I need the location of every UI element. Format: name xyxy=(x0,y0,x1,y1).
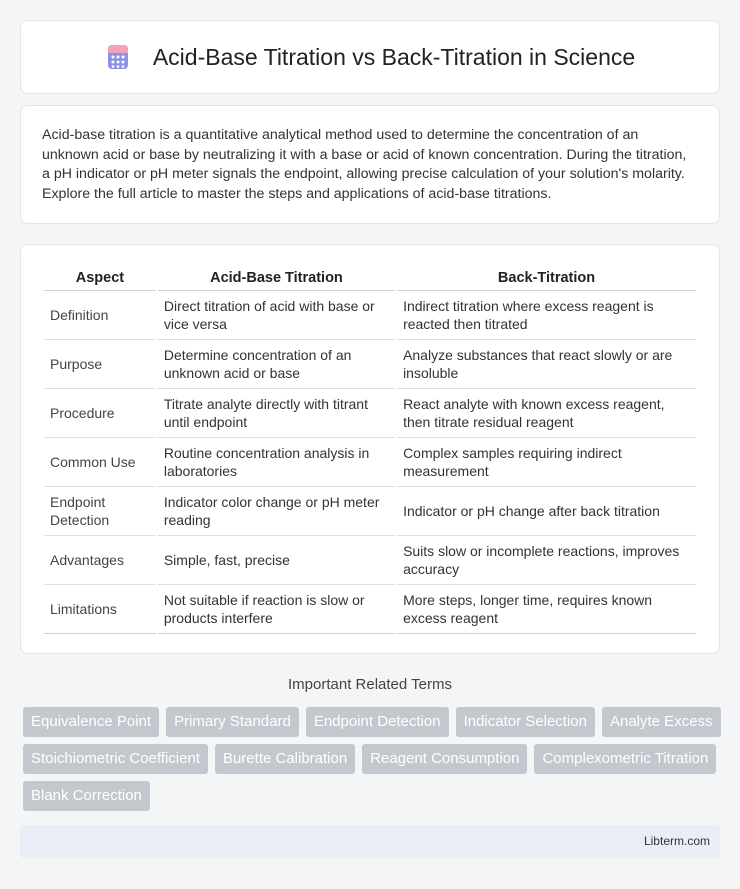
column-header: Back-Titration xyxy=(397,265,696,291)
related-term-tag[interactable]: Burette Calibration xyxy=(215,744,355,774)
related-term-tag[interactable]: Blank Correction xyxy=(23,781,150,811)
related-terms-title: Important Related Terms xyxy=(288,676,452,693)
table-row xyxy=(44,340,696,389)
table-row xyxy=(44,291,696,340)
aspect-cell: Procedure xyxy=(44,389,156,438)
intro-text: Acid-base titration is a quantitative analytical method used to determine the concentration of an unknown acid or base by neutralizing it with a base or acid of known concentration. During the titration, a pH indicator or pH meter signals the endpoint, allowing precise calculation of your solution's molarity. Explore the full article to master the steps and applications of acid-base titrations. xyxy=(42,127,687,202)
related-term-tag[interactable]: Primary Standard xyxy=(166,707,299,737)
aspect-cell: Definition xyxy=(44,291,156,340)
related-term-tag[interactable]: Stoichiometric Coefficient xyxy=(23,744,208,774)
comparison-table xyxy=(42,265,698,634)
page-title: Acid-Base Titration vs Back-Titration in Science xyxy=(152,43,636,70)
acid-base-cell: Not suitable if reaction is slow or products interfere xyxy=(158,585,395,634)
aspect-cell: Purpose xyxy=(44,340,156,389)
acid-base-cell: Direct titration of acid with base or vice versa xyxy=(158,291,395,340)
table-row xyxy=(44,389,696,438)
aspect-cell: Endpoint Detection xyxy=(44,487,156,536)
column-header: Acid-Base Titration xyxy=(158,265,395,291)
back-titration-cell: More steps, longer time, requires known excess reagent xyxy=(397,585,696,634)
comparison-card xyxy=(20,244,720,654)
table-row xyxy=(44,536,696,585)
back-titration-cell: Analyze substances that react slowly or are insoluble xyxy=(397,340,696,389)
back-titration-cell: Complex samples requiring indirect measurement xyxy=(397,438,696,487)
back-titration-cell: React analyte with known excess reagent, then titrate residual reagent xyxy=(397,389,696,438)
back-titration-cell: Indicator or pH change after back titration xyxy=(397,487,696,536)
acid-base-cell: Indicator color change or pH meter reading xyxy=(158,487,395,536)
aspect-cell: Advantages xyxy=(44,536,156,585)
related-term-tag[interactable]: Indicator Selection xyxy=(456,707,595,737)
footer-brand-link[interactable]: Libterm.com xyxy=(643,834,710,848)
related-term-tag[interactable]: Complexometric Titration xyxy=(534,744,716,774)
table-row xyxy=(44,438,696,487)
related-term-tag[interactable]: Reagent Consumption xyxy=(362,744,527,774)
related-term-tag[interactable]: Analyte Excess xyxy=(602,707,721,737)
calculator-icon xyxy=(105,44,131,70)
acid-base-cell: Simple, fast, precise xyxy=(158,536,395,585)
intro-card xyxy=(20,105,720,224)
footer xyxy=(20,825,720,858)
table-row xyxy=(44,487,696,536)
back-titration-cell: Suits slow or incomplete reactions, improves accuracy xyxy=(397,536,696,585)
related-term-tag[interactable]: Endpoint Detection xyxy=(306,707,449,737)
aspect-cell: Common Use xyxy=(44,438,156,487)
table-header-row xyxy=(44,265,696,291)
related-term-tag[interactable]: Equivalence Point xyxy=(23,707,159,737)
acid-base-cell: Titrate analyte directly with titrant until endpoint xyxy=(158,389,395,438)
table-row xyxy=(44,585,696,634)
aspect-cell: Limitations xyxy=(44,585,156,634)
acid-base-cell: Determine concentration of an unknown acid or base xyxy=(158,340,395,389)
acid-base-cell: Routine concentration analysis in laboratories xyxy=(158,438,395,487)
title-card xyxy=(20,20,720,94)
back-titration-cell: Indirect titration where excess reagent is reacted then titrated xyxy=(397,291,696,340)
related-terms-list xyxy=(23,707,723,811)
column-header: Aspect xyxy=(44,265,156,291)
